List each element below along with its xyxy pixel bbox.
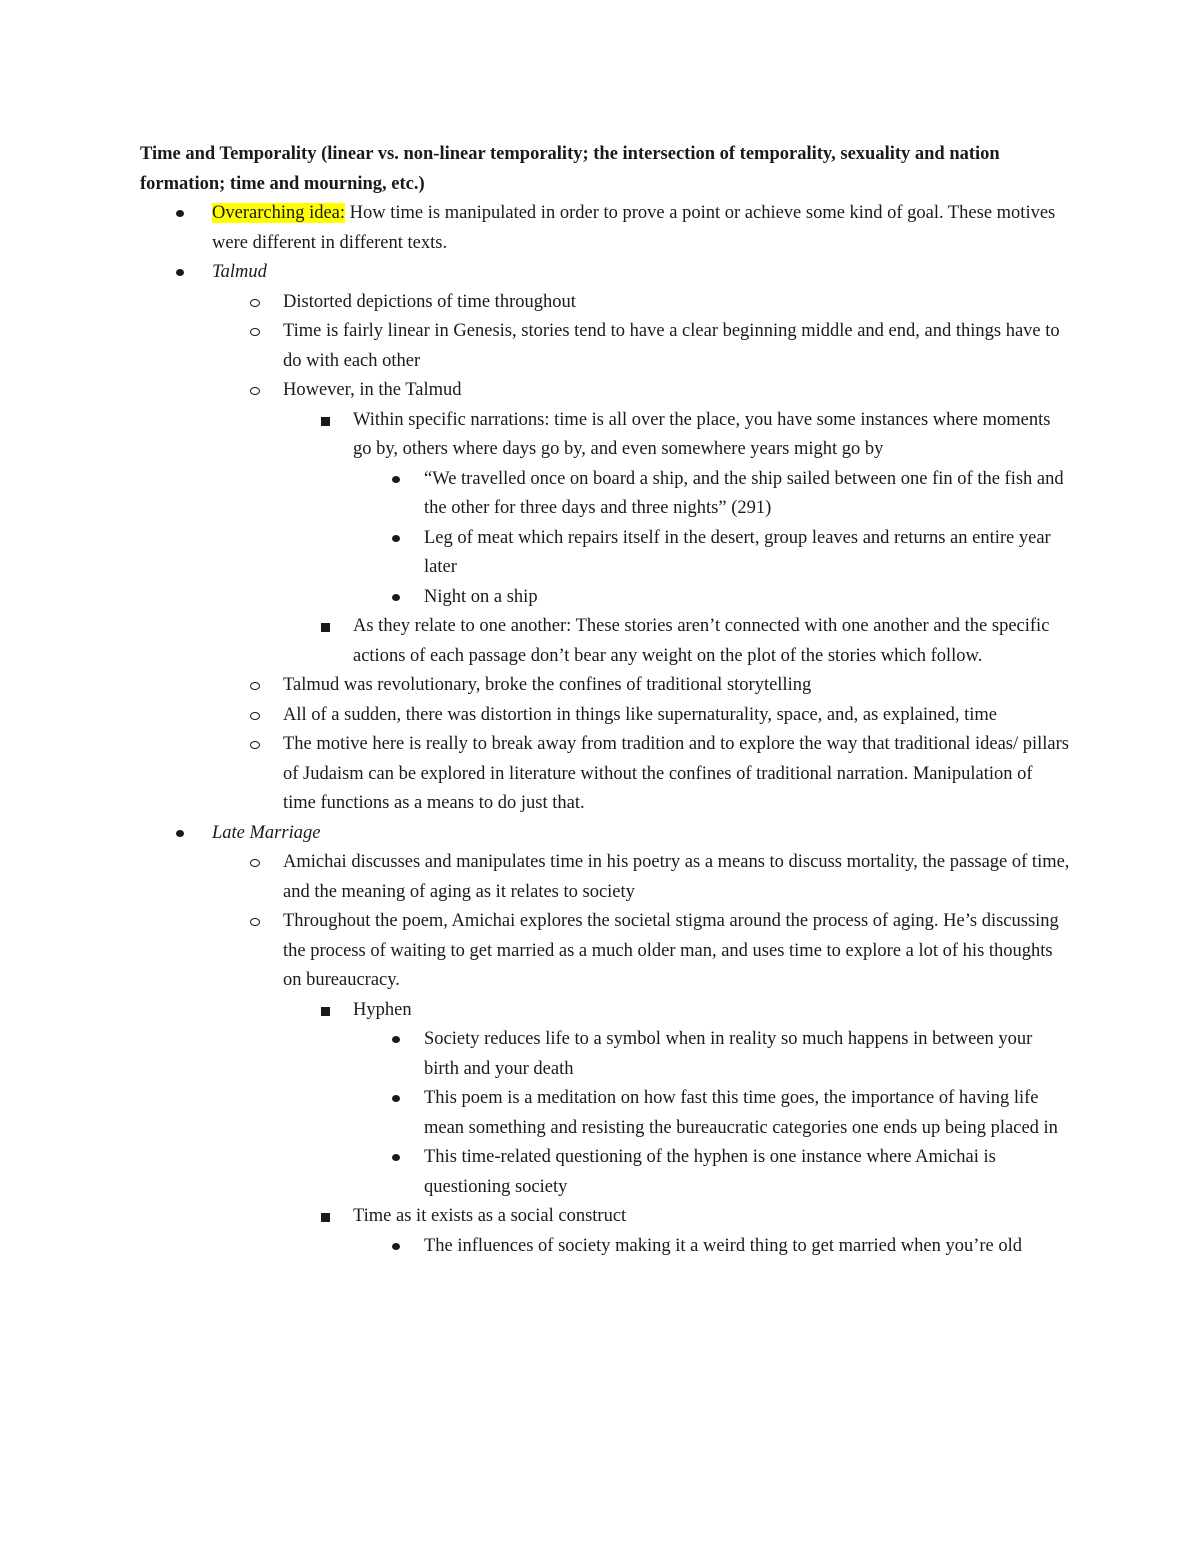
highlighted-label: Overarching idea: <box>212 203 346 223</box>
list-item-text: This time-related questioning of the hyphen is one instance where Amichai is questioning society <box>424 1147 996 1197</box>
list-item-text: Throughout the poem, Amichai explores the societal stigma around the process of aging. He’s discussing the process of waiting to get married as a much older man, and uses time to explore a lot of his thoughts on bureaucracy. <box>283 911 1059 990</box>
list-item <box>212 199 1070 258</box>
section-title-talmud: Talmud <box>212 262 267 282</box>
list-item-text: Amichai discusses and manipulates time in his poetry as a means to discuss mortality, the passage of time, and the meaning of aging as it relates to society <box>283 852 1070 902</box>
list-item-text: Night on a ship <box>424 586 538 607</box>
list-item-text: However, in the Talmud <box>283 380 462 400</box>
list-item <box>283 848 1070 907</box>
list-item <box>424 1084 1070 1143</box>
list-item-text: How time is manipulated in order to prove a point or achieve some kind of goal. These motives were different in different texts. <box>212 203 1056 253</box>
list-item <box>424 465 1070 524</box>
list-item <box>283 317 1070 376</box>
list-item-text: Time as it exists as a social construct <box>353 1206 627 1226</box>
list-item <box>424 1143 1070 1202</box>
list-item <box>212 258 1070 288</box>
list-item <box>283 376 1070 406</box>
page-title: Time and Temporality (linear vs. non-linear temporality; the intersection of temporality, sexuality and nation formation; time and mourning, etc.) <box>140 144 1000 194</box>
list-item-text: Talmud was revolutionary, broke the confines of traditional storytelling <box>283 675 812 695</box>
list-item <box>283 907 1070 996</box>
list-item <box>212 819 1070 849</box>
list-item-text: Society reduces life to a symbol when in reality so much happens in between your birth and your death <box>424 1029 1033 1079</box>
section-title-late-marriage: Late Marriage <box>212 822 321 843</box>
list-item-text: Time is fairly linear in Genesis, stories tend to have a clear beginning middle and end, and things have to do with each other <box>283 321 1060 371</box>
list-item <box>424 1025 1070 1084</box>
list-item <box>424 524 1070 583</box>
list-item <box>353 612 1070 671</box>
list-item <box>283 671 1070 701</box>
list-item-text: The influences of society making it a weird thing to get married when you’re old <box>424 1235 1022 1256</box>
list-item <box>424 583 1070 613</box>
list-item <box>283 730 1070 819</box>
list-item-text: “We travelled once on board a ship, and the ship sailed between one fin of the fish and the other for three days and three nights” (291) <box>424 468 1064 518</box>
list-item <box>353 996 1070 1026</box>
list-item <box>283 288 1070 318</box>
list-item-text: The motive here is really to break away from tradition and to explore the way that traditional ideas/ pillars of Judaism can be explored in literature without the confines of traditional narration. Manipulation of time functions as a means to do just that. <box>283 734 1069 813</box>
list-item <box>353 1202 1070 1232</box>
list-item <box>353 406 1070 465</box>
list-item-text: As they relate to one another: These stories aren’t connected with one another and the specific actions of each passage don’t bear any weight on the plot of the stories which follow. <box>353 616 1050 666</box>
list-item-text: Within specific narrations: time is all over the place, you have some instances where moments go by, others where days go by, and even somewhere years might go by <box>353 409 1051 459</box>
list-item-text: This poem is a meditation on how fast this time goes, the importance of having life mean something and resisting the bureaucratic categories one ends up being placed in <box>424 1088 1058 1138</box>
list-item-text: Distorted depictions of time throughout <box>283 291 576 312</box>
list-item <box>424 1232 1070 1262</box>
list-item <box>283 701 1070 731</box>
list-item-text: Hyphen <box>353 999 412 1020</box>
list-item-text: Leg of meat which repairs itself in the desert, group leaves and returns an entire year later <box>424 527 1051 577</box>
document-body <box>140 140 1070 1261</box>
list-item-text: All of a sudden, there was distortion in things like supernaturality, space, and, as explained, time <box>283 704 997 725</box>
